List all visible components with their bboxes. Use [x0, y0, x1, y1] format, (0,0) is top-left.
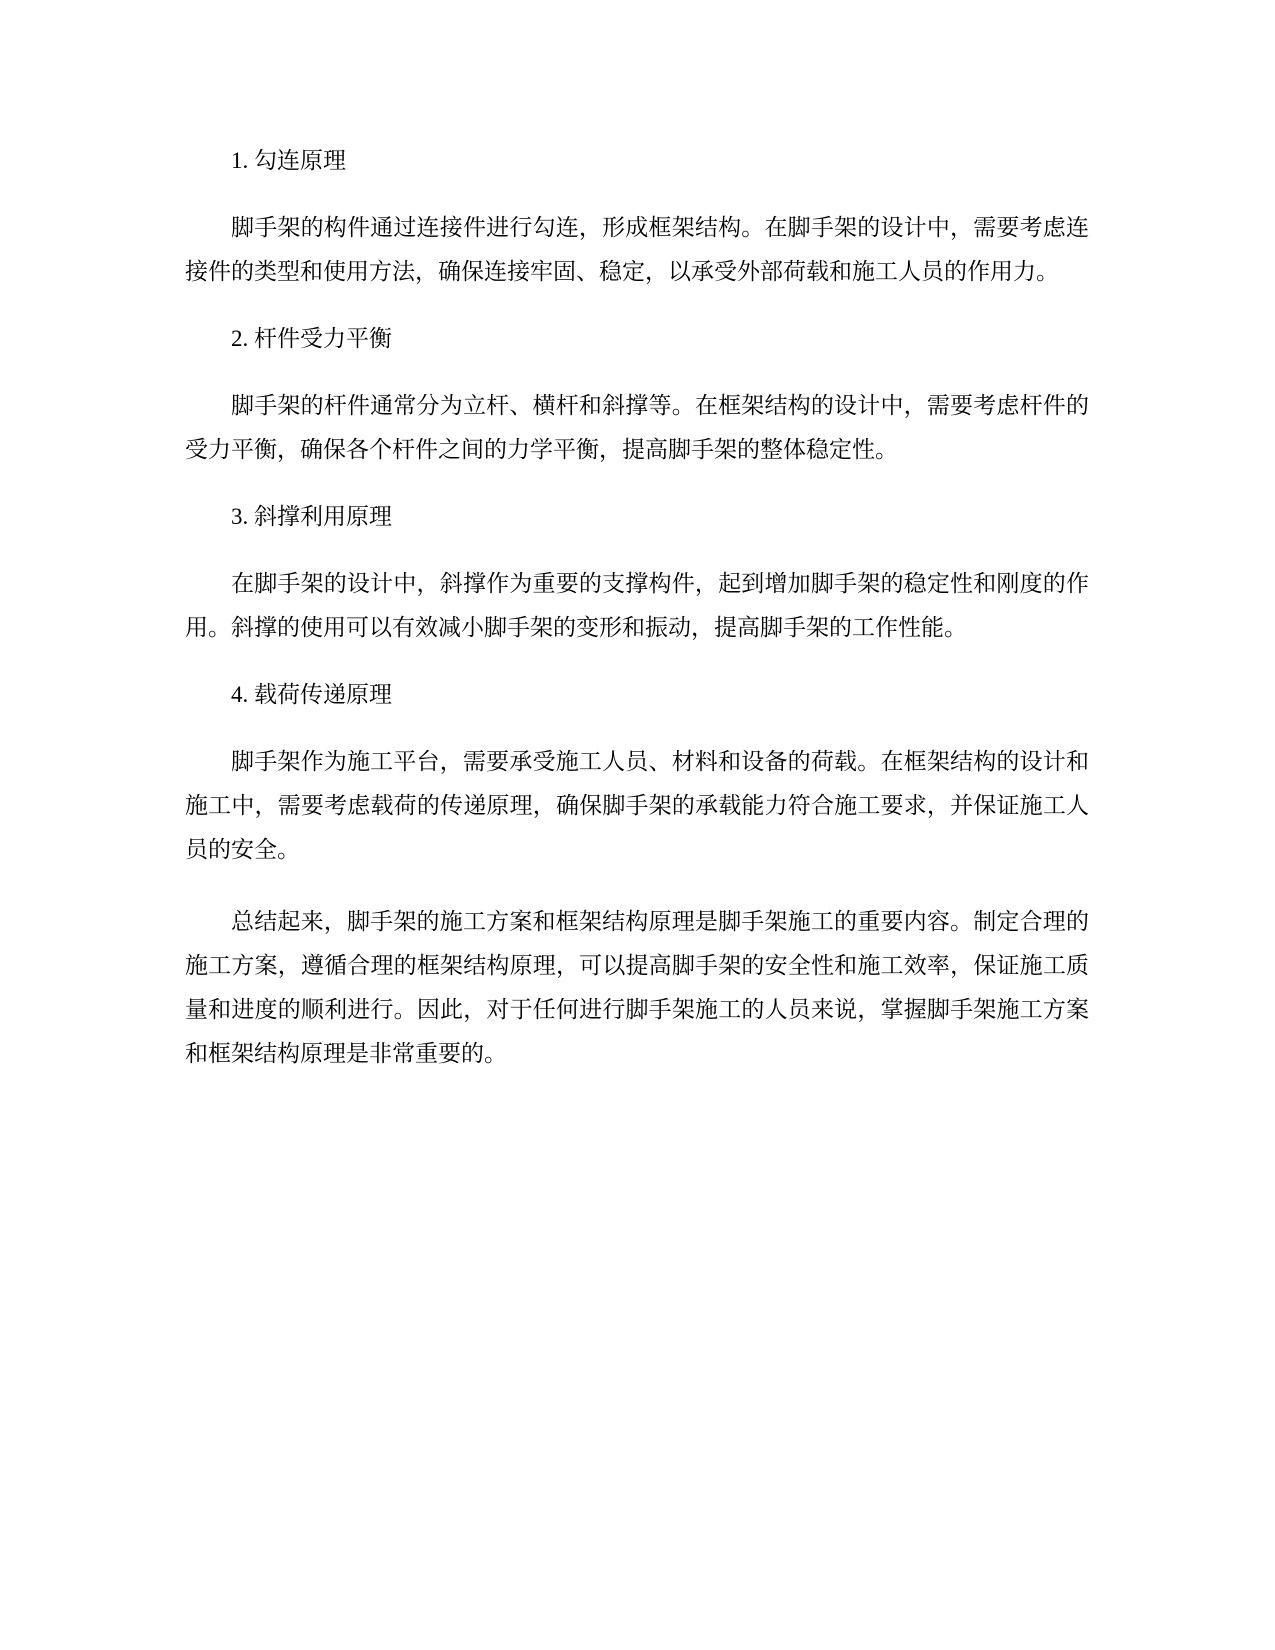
document-body	[185, 144, 1089, 1104]
section-paragraph-3: 在脚手架的设计中，斜撑作为重要的支撑构件，起到增加脚手架的稳定性和刚度的作用。斜撑的使用可以有效减小脚手架的变形和振动，提高脚手架的工作性能。	[185, 571, 1089, 640]
section-heading-2: 2. 杆件受力平衡	[231, 326, 392, 351]
section-heading-4: 4. 载荷传递原理	[231, 682, 392, 707]
section-paragraph-4: 脚手架作为施工平台，需要承受施工人员、材料和设备的荷载。在框架结构的设计和施工中，需要考虑载荷的传递原理，确保脚手架的承载能力符合施工要求，并保证施工人员的安全。	[185, 749, 1089, 862]
section-paragraph-2: 脚手架的杆件通常分为立杆、横杆和斜撑等。在框架结构的设计中，需要考虑杆件的受力平衡，确保各个杆件之间的力学平衡，提高脚手架的整体稳定性。	[185, 393, 1089, 462]
section-heading-1: 1. 勾连原理	[231, 148, 346, 173]
section-paragraph-1: 脚手架的构件通过连接件进行勾连，形成框架结构。在脚手架的设计中，需要考虑连接件的类型和使用方法，确保连接牢固、稳定，以承受外部荷载和施工人员的作用力。	[185, 215, 1089, 284]
conclusion-paragraph: 总结起来，脚手架的施工方案和框架结构原理是脚手架施工的重要内容。制定合理的施工方案，遵循合理的框架结构原理，可以提高脚手架的安全性和施工效率，保证施工质量和进度的顺利进行。因此，对于任何进行脚手架施工的人员来说，掌握脚手架施工方案和框架结构原理是非常重要的。	[185, 909, 1089, 1066]
section-heading-3: 3. 斜撑利用原理	[231, 504, 392, 529]
